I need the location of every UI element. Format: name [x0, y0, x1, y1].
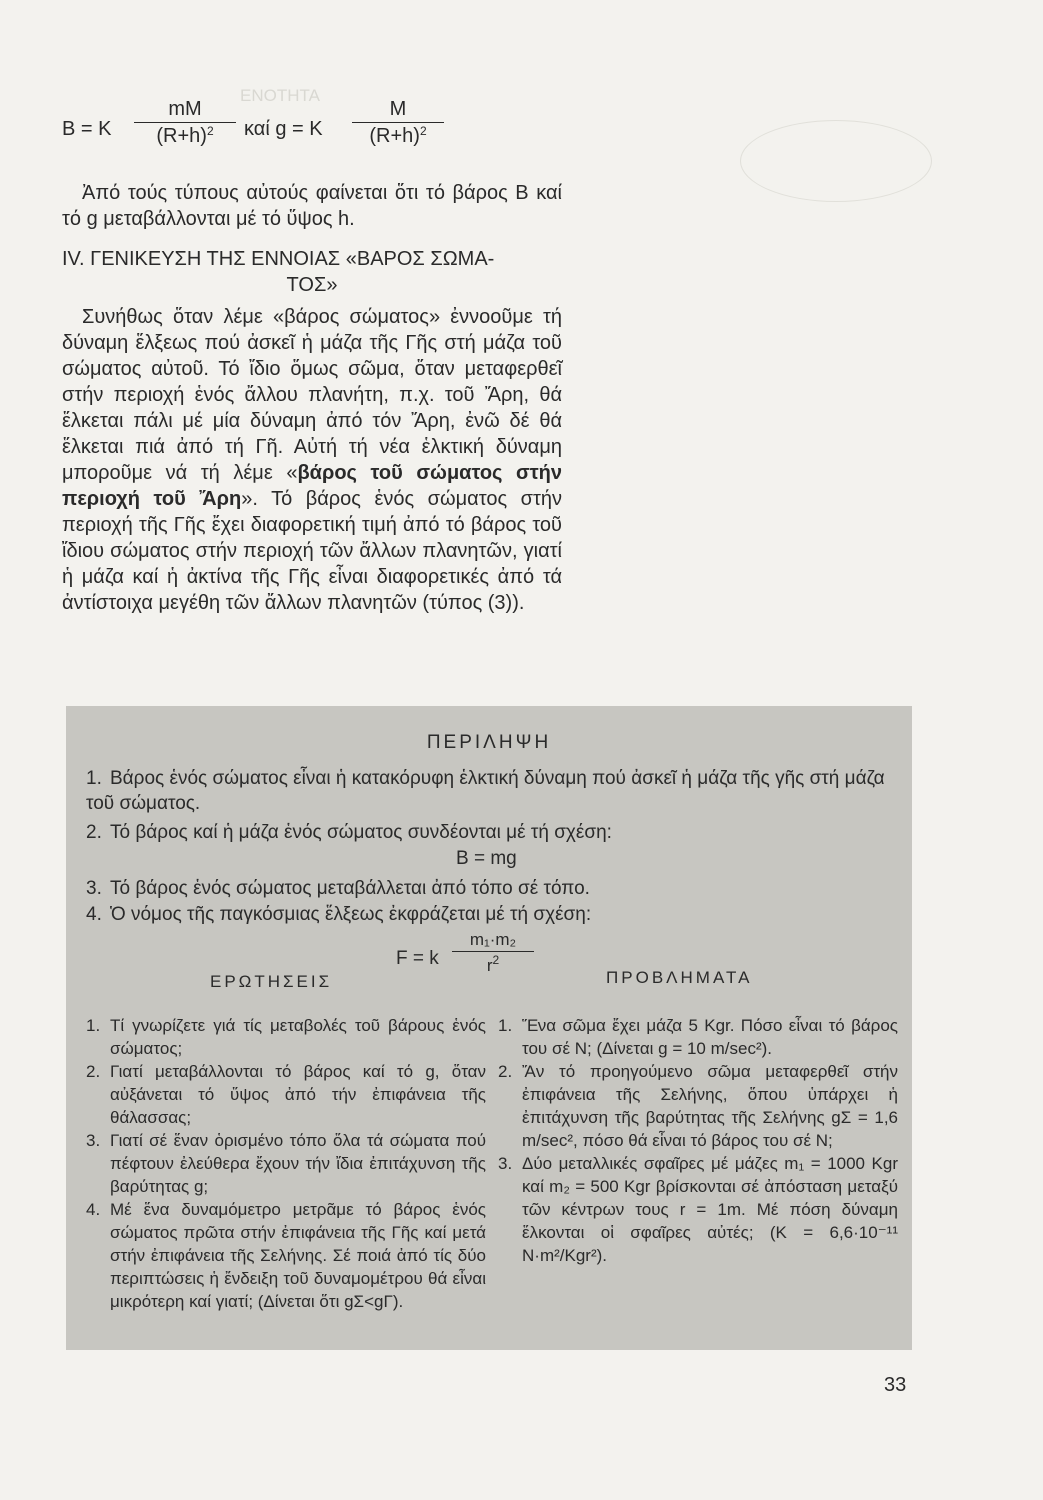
- question-item: 2. Γιατί μεταβάλλονται τό βάρος καί τό g, ὅταν αὐξάνεται τό ὕψος ἀπό τήν ἐπιφάνεια τῆς θάλασσας;: [86, 1062, 486, 1127]
- problem-item: 2. Ἄν τό προηγούμενο σῶμα μεταφερθεῖ στήν ἐπιφάνεια τῆς Σελήνης, ὅπου ὑπάρχει ἡ ἐπιτάχυνση τῆς βαρύτητας τῆς Σελήνης gΣ = 1,6 m/sec², πόσο θά εἶναι τό βάρος του σέ Ν;: [498, 1062, 898, 1150]
- bold-term: βάρος τοῦ σώματος στήν περιοχή τοῦ Ἄρη: [62, 462, 562, 510]
- equation-gravitation: F = k $\frac{\text{m₁·m₂}}{r^2}$: [396, 930, 596, 980]
- summary-item: 1. Βάρος ἑνός σώματος εἶναι ἡ κατακόρυφη ἑλκτική δύναμη πού ἀσκεῖ ἡ μάζα τῆς γῆς στή μάζα τοῦ σώματος.: [86, 768, 885, 814]
- page-number: 33: [884, 1374, 907, 1396]
- question-item: 1. Τί γνωρίζετε γιά τίς μεταβολές τοῦ βάρους ἑνός σώματος;: [86, 1016, 486, 1058]
- fraction-numerator: mM: [134, 98, 236, 123]
- fraction-weight: [134, 98, 236, 148]
- fraction-denominator: $(R+h)^2$: [156, 124, 214, 147]
- problem-item: 3. Δύο μεταλλικές σφαῖρες μέ μάζες m₁ = 1000 Kgr καί m₂ = 500 Kgr βρίσκονται σέ ἀπόσταση μεταξύ τῶν κέντρων τους r = 1m. Μέ πόση δύναμη ἕλκονται οἱ σφαῖρες αὐτές; (K = 6,6·10⁻¹¹ N·m²/Kgr²).: [498, 1154, 898, 1265]
- section-heading: IV. ΓΕΝΙΚΕΥΣΗ ΤΗΣ ΕΝΝΟΙΑΣ «ΒΑΡΟΣ ΣΩΜΑ-: [62, 248, 495, 270]
- intro-paragraph: Ἀπό τούς τύπους αὐτούς φαίνεται ὅτι τό βάρος Β καί τό g μεταβάλλονται μέ τό ὕψος h.: [62, 182, 562, 230]
- text-column: [62, 180, 562, 616]
- problem-item: 1. Ἕνα σῶμα ἔχει μάζα 5 Kgr. Πόσο εἶναι τό βάρος του σέ Ν; (Δίνεται g = 10 m/sec²).: [498, 1016, 898, 1058]
- summary-title: ΠΕΡΙΛΗΨΗ: [426, 732, 552, 753]
- summary-item: 3. Τό βάρος ἑνός σώματος μεταβάλλεται ἀπό τόπο σέ τόπο.: [86, 878, 590, 899]
- problems-list: [498, 1014, 898, 1267]
- ghost-figure: [740, 120, 932, 202]
- body-paragraph: Συνήθως ὅταν λέμε «βάρος σώματος» ἐννοοῦμε τή δύναμη ἕλξεως πού ἀσκεῖ ἡ μάζα τῆς Γῆς στή μάζα τοῦ σώματος αὐτοῦ. Τό ἴδιο ὅμως σῶμα, ὅταν μεταφερθεῖ στήν περιοχή ἑνός ἄλλου πλανήτη, π.χ. τοῦ Ἄρη, θά ἕλκεται πάλι μέ μία δύναμη ἀπό τόν Ἄρη, ἐνῶ δέ θά ἕλκεται πιά ἀπό τή Γῆ. Αὐτή τή νέα ἑλκτική δύναμη μποροῦμε νά τή λέμε «βάρος τοῦ σώματος στήν περιοχή τοῦ Ἄρη». Τό βάρος ἑνός σώματος στήν περιοχή τῆς Γῆς ἔχει διαφορετική τιμή ἀπό τό βάρος τοῦ ἴδιου σώματος στήν περιοχή τῶν ἄλλων πλανητῶν, γιατί ἡ μάζα καί ἡ ἀκτίνα τῆς Γῆς εἶναι διαφορετικές ἀπό τά ἀντίστοιχα μεγέθη τῶν ἄλλων πλανητῶν (τύπος (3)).: [62, 306, 563, 614]
- questions-list: [86, 1014, 486, 1313]
- fraction-denominator: $(R+h)^2$: [369, 124, 427, 147]
- problems-title: ΠΡΟΒΛΗΜΑΤΑ: [606, 968, 753, 987]
- summary-box: [66, 706, 912, 1350]
- question-item: 3. Γιατί σέ ἕναν ὁρισμένο τόπο ὅλα τά σώματα πού πέφτουν ἐλεύθερα ἔχουν τήν ἴδια ἐπιτάχυνση τῆς βαρύτητας g;: [86, 1131, 486, 1196]
- summary-item: 4. Ὁ νόμος τῆς παγκόσμιας ἕλξεως ἐκφράζεται μέ τή σχέση:: [86, 904, 592, 925]
- summary-item: 2. Τό βάρος καί ἡ μάζα ἑνός σώματος συνδέονται μέ τή σχέση:: [86, 822, 612, 843]
- questions-title: ΕΡΩΤΗΣΕΙΣ: [210, 972, 333, 991]
- ghost-text: ΕΝΟΤΗΤΑ: [240, 86, 320, 105]
- formula-top: [62, 96, 542, 158]
- fraction-gravitation: $\frac{\text{m₁·m₂}}{r^2}$: [452, 930, 534, 976]
- section-heading-cont: ΤΟΣ»: [286, 274, 338, 296]
- formula-lhs: B = K: [62, 118, 112, 140]
- fraction-gravity: [352, 98, 444, 148]
- fraction-numerator: M: [352, 98, 444, 123]
- equation-weight: B = mg: [456, 848, 517, 869]
- formula-mid: καί g = K: [244, 118, 323, 140]
- question-item: 4. Μέ ἕνα δυναμόμετρο μετρᾶμε τό βάρος ἑνός σώματος πρῶτα στήν ἐπιφάνεια τῆς Γῆς καί μετά στήν ἐπιφάνεια τῆς Σελήνης. Σέ ποιά ἀπό τίς δύο περιπτώσεις ἡ ἔνδειξη τοῦ δυναμομέτρου θά εἶναι μικρότερη καί γιατί; (Δίνεται ὅτι gΣ<gΓ).: [86, 1200, 486, 1311]
